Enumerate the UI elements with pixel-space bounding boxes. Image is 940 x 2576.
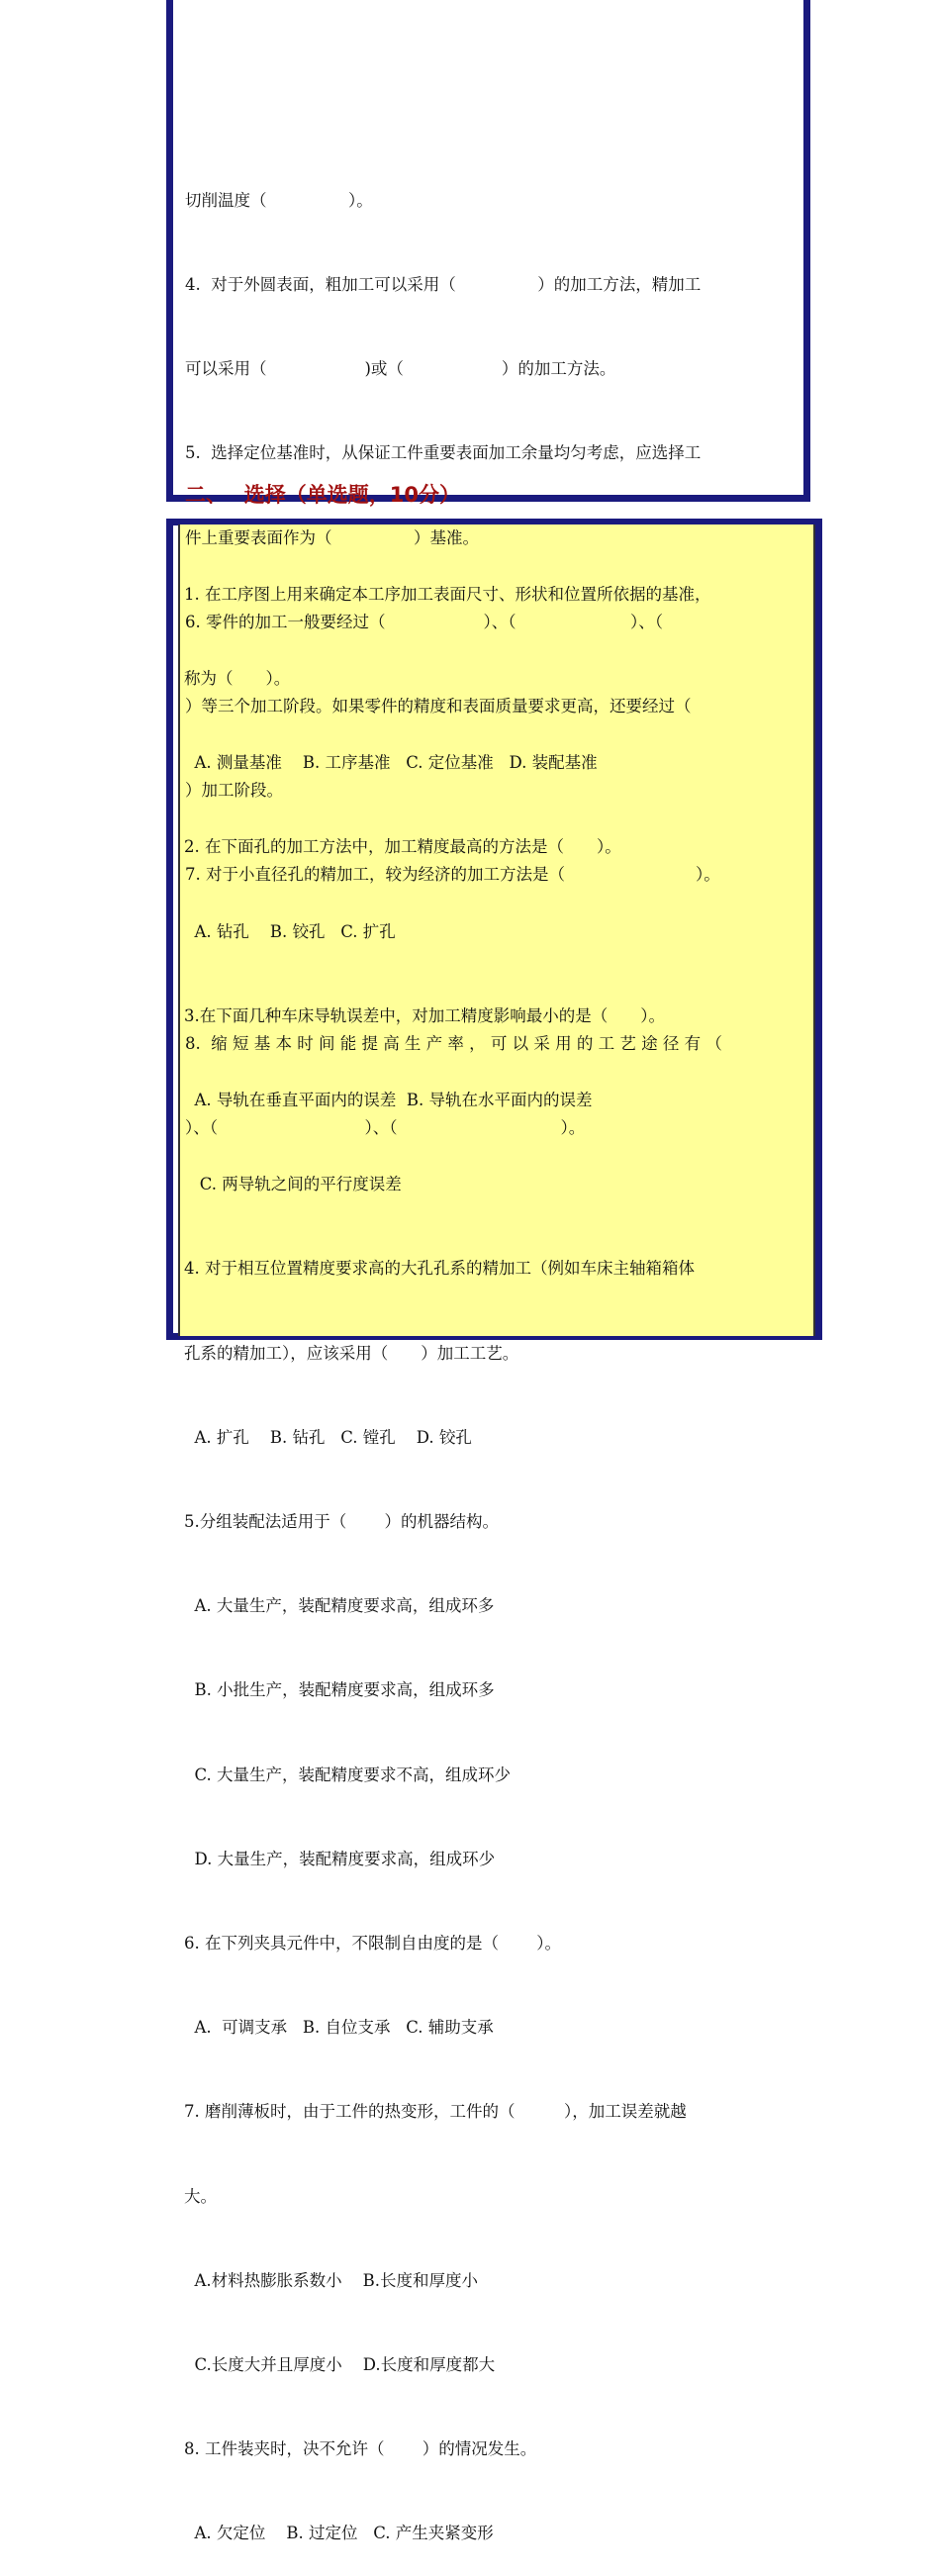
text-line: A. 导轨在垂直平面内的误差 B. 导轨在水平面内的误差 [184,1091,593,1110]
text-line: A. 可调支承 B. 自位支承 C. 辅助支承 [184,2018,494,2038]
text-line: C. 两导轨之间的平行度误差 [184,1175,402,1194]
text-line: 大。 [184,2186,217,2206]
text-line: 6. 零件的加工一般要经过（ ）、（ ）、（ [185,612,663,631]
text-line: A. 测量基准 B. 工序基准 C. 定位基准 D. 装配基准 [184,753,598,773]
text-line: A. 大量生产，装配精度要求高，组成环多 [184,1596,495,1616]
text-line: A. 钻孔 B. 铰孔 C. 扩孔 [184,921,396,941]
choice-section [184,525,807,2576]
text-line: 4. 对于外圆表面，粗加工可以采用（ ）的加工方法，精加工 [185,275,702,295]
text-line: D. 大量生产，装配精度要求高，组成环少 [184,1849,496,1868]
text-line: 切削温度（ ）。 [185,190,373,210]
text-line: A. 欠定位 B. 过定位 C. 产生夹紧变形 [184,2524,494,2543]
text-line: 5.分组装配法适用于（ ）的机器结构。 [184,1512,499,1532]
text-line: 7. 磨削薄板时，由于工件的热变形，工件的（ ），加工误差就越 [184,2102,687,2122]
text-line: 8. 缩 短 基 本 时 间 能 提 高 生 产 率 ， 可 以 采 用 的 工 艺 途 径 有 （ [185,1033,722,1053]
text-line: 5. 选择定位基准时，从保证工件重要表面加工余量均匀考虑，应选择工 [185,443,702,463]
text-line: B. 小批生产，装配精度要求高，组成环多 [184,1680,495,1700]
text-line: 6. 在下列夹具元件中，不限制自由度的是（ ）。 [184,1934,561,1954]
text-line: C.长度大并且厚度小 D.长度和厚度都大 [184,2355,496,2375]
text-line: 称为（ ）。 [184,669,291,689]
text-line: A. 扩孔 B. 钻孔 C. 镗孔 D. 铰孔 [184,1427,472,1447]
text-line: 8. 工件装夹时，决不允许（ ）的情况发生。 [184,2439,537,2459]
text-line: ）、（ ）、（ ）。 [185,1118,586,1138]
section-title: 二、 选择（单选题，10分） [185,483,461,507]
text-line: ）等三个加工阶段。如果零件的精度和表面质量要求更高，还要经过（ [185,697,692,716]
text-line: 件上重要表面作为（ ）基准。 [185,527,479,547]
text-line: 3.在下面几种车床导轨误差中，对加工精度影响最小的是（ ）。 [184,1005,665,1025]
text-line: 2. 在下面孔的加工方法中，加工精度最高的方法是（ ）。 [184,837,621,857]
text-line: 1. 在工序图上用来确定本工序加工表面尺寸、形状和位置所依据的基准， [184,584,711,604]
text-line: 7. 对于小直径孔的精加工，较为经济的加工方法是（ ）。 [185,865,720,885]
text-line: ）加工阶段。 [185,781,283,801]
text-line: C. 大量生产，装配精度要求不高，组成环少 [184,1765,512,1784]
text-line: 孔系的精加工），应该采用（ ）加工工艺。 [184,1343,519,1363]
text-line: A.材料热膨胀系数小 B.长度和厚度小 [184,2270,478,2290]
text-line: 4. 对于相互位置精度要求高的大孔孔系的精加工（例如车床主轴箱箱体 [184,1259,695,1279]
text-line: 可以采用（ )或（ ）的加工方法。 [185,359,616,379]
